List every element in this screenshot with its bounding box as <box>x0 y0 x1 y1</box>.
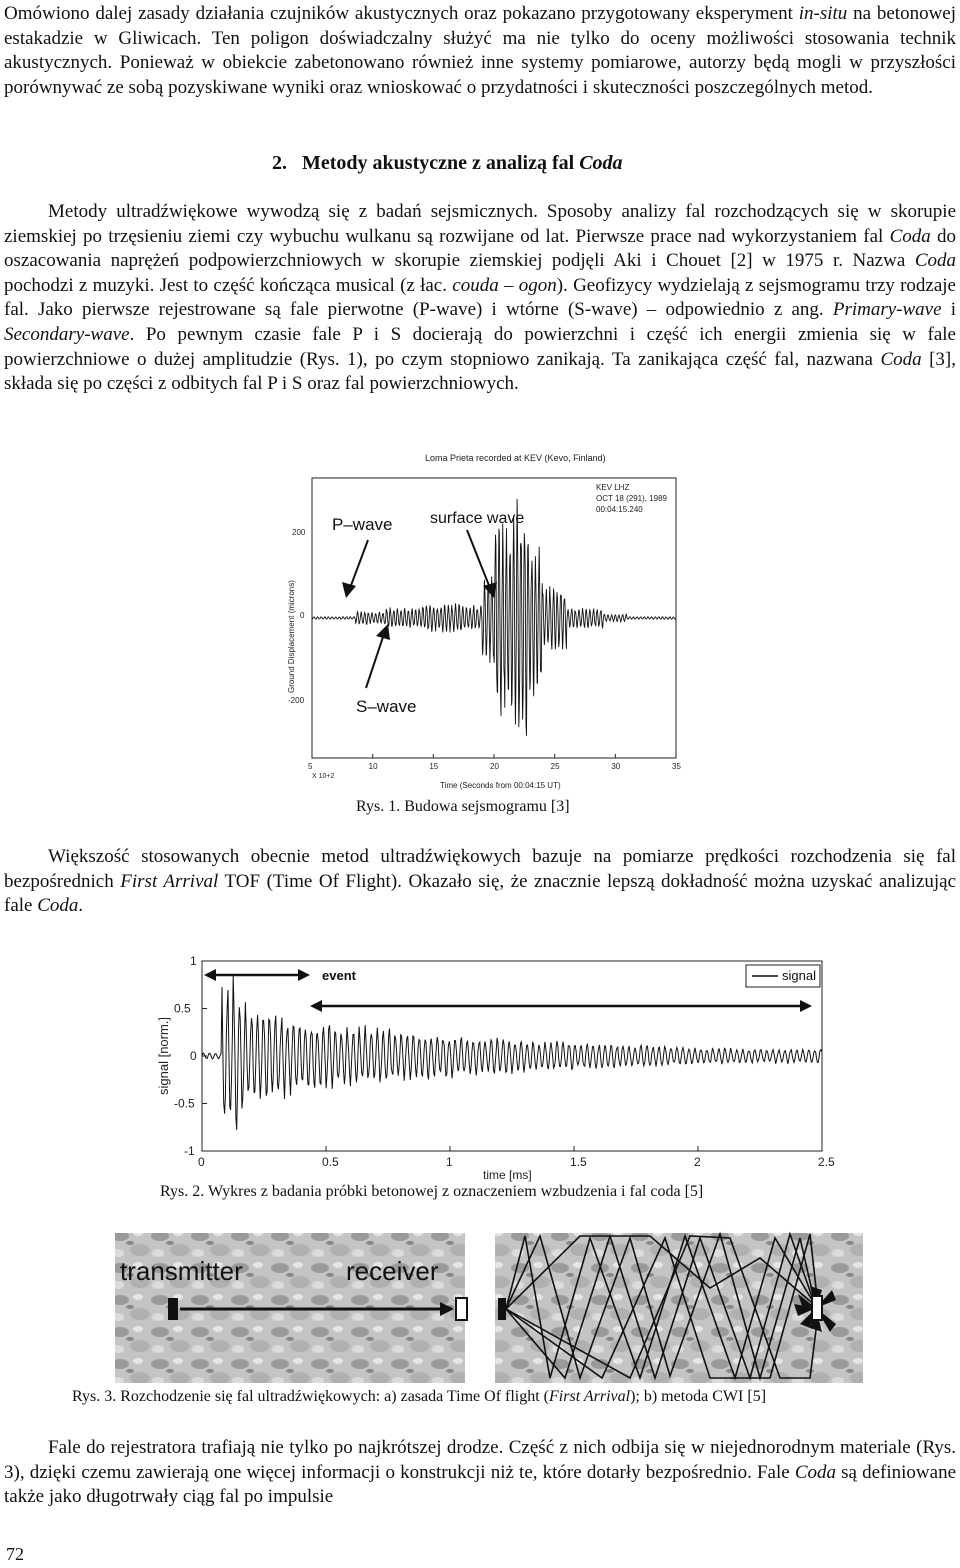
label-s-wave: S–wave <box>356 697 417 716</box>
xtick-label: 10 <box>368 762 378 771</box>
seismogram-xscale: X 10+2 <box>312 773 335 780</box>
receiver-element <box>456 1298 467 1320</box>
xtick-label: 15 <box>429 762 439 771</box>
ytick-0: 0 <box>300 611 305 620</box>
xtick-label: 1 <box>446 1155 453 1169</box>
italic-text: Primary-wave <box>832 299 942 321</box>
xtick-label: 2 <box>694 1155 701 1169</box>
text-run: . Po pewnym czasie fale P i S docierają do powierzchni i część ich energii zmienia się w fale powierzchniowe o dużej amplitudzie (Rys. 1), po czym stopniowo zanikają. Ta zanikająca część fal, nazwana <box>4 323 956 370</box>
xtick-label: 0 <box>198 1155 205 1169</box>
ytick-label: 1 <box>190 955 197 968</box>
italic-text: Coda <box>37 895 79 917</box>
station-line-3: 00:04:15.240 <box>596 505 643 514</box>
text-run: i <box>941 299 957 321</box>
italic-text: Coda <box>880 348 922 370</box>
text-run: [3], składa się po części z odbitych fal P i S oraz fal powierzchniowych. <box>4 348 956 395</box>
text-run: są definiowane także jako długotrwały ciąg fal po impulsie <box>4 1461 957 1508</box>
ytick-200: 200 <box>292 528 306 537</box>
signal-plot-xlabel: time [ms] <box>483 1168 532 1182</box>
text-run: Fale do rejestratora trafiają nie tylko po najkrótszej drodze. Część z nich odbija się w niejednorodnym materiale (Rys. 3), dzięki czemu zawierają one więcej informacji o konstrukcji niż te, które dotarły bezpośrednio. Fale <box>4 1437 956 1483</box>
italic-text: Coda <box>889 225 931 247</box>
xtick-label: 35 <box>672 762 681 771</box>
panel-coda-wave-interferometry <box>495 1233 863 1383</box>
cwi-receiver-element <box>812 1296 822 1320</box>
arrow-s-wave <box>366 624 390 688</box>
caption-figure-2: Rys. 2. Wykres z badania próbki betonowej z oznaczeniem wzbudzenia i fal coda [5] <box>160 1183 704 1200</box>
arrow-p-wave <box>342 540 368 598</box>
seismogram-station-info <box>596 483 668 514</box>
figure-signal-plot <box>150 955 840 1183</box>
text-run: Omówiono dalej zasady działania czujników akustycznych oraz pokazano przygotowany eksperyment <box>4 3 799 24</box>
transmitter-element <box>168 1298 178 1320</box>
caption-figure-3 <box>72 1388 766 1406</box>
text-run: ). Geofizycy wydzielają z sejsmogramu trzy rodzaje fal. Jako pierwsze rejestrowane są fale pierwotne (P-wave) i wtórne (S-wave) – odpowiednio z ang. <box>4 274 956 321</box>
figure-wave-propagation <box>110 1228 865 1388</box>
section-number: 2. <box>272 152 287 174</box>
section-title: Metody akustyczne z analizą fal <box>302 152 580 174</box>
italic-text: First Arrival <box>120 870 219 892</box>
section-heading <box>272 152 623 175</box>
paragraph-coda-history <box>4 200 956 397</box>
italic-text: Coda <box>914 250 956 272</box>
seismogram-xticks <box>308 754 681 771</box>
xtick-label: 2.5 <box>818 1155 835 1169</box>
cwi-transmitter-element <box>498 1298 506 1320</box>
receiver-label: receiver <box>346 1256 439 1286</box>
italic-text: Secondary-wave <box>4 323 130 345</box>
signal-plot-xticks <box>198 1146 835 1169</box>
italic-text: couda – ogon <box>452 274 557 296</box>
ytick-label: -1 <box>184 1144 195 1158</box>
signal-plot-ylabel: signal [norm.] <box>156 1016 171 1095</box>
xtick-label: 5 <box>308 762 313 771</box>
seismogram-xlabel: Time (Seconds from 00:04:15 UT) <box>440 781 561 790</box>
text-run: ); b) metoda CWI [5] <box>630 1388 767 1405</box>
ytick-label: 0 <box>190 1049 197 1063</box>
italic-text: First Arrival <box>549 1388 631 1405</box>
text-run: na betonowej estakadzie w Gliwicach. Ten poligon doświadczalny służyć ma nie tylko do oceny możliwości stosowania technik akustycznych. Ponieważ w obiekcie zabetonowano również inne systemy pomiarowe, autorzy będą mogli w przyszłości porównywać ze sobą pozyskiwane wyniki oraz wnioskować o przydatności i skuteczności poszczególnych metod. <box>4 3 956 98</box>
station-line-1: KEV LHZ <box>596 483 630 492</box>
event-label: event <box>322 968 356 983</box>
ytick-label: -0.5 <box>174 1096 195 1111</box>
text-run: Rys. 3. Rozchodzenie się fal ultradźwiękowych: a) zasada Time Of flight ( <box>72 1388 550 1405</box>
text-run: do oszacowania naprężeń podpowierzchniowych w skorupie ziemskiej podjęli Aki i Chouet [2] w 1975 r. Nazwa <box>4 225 956 272</box>
panel-time-of-flight <box>115 1233 467 1383</box>
text-run: . <box>78 895 84 917</box>
text-run: Metody ultradźwiękowe wywodzą się z badań sejsmicznych. Sposoby analizy fal rozchodzących się w skorupie ziemskiej po trzęsieniu ziemi czy wybuchu wulkanu są rozwijane od lat. Pierwsze prace nad wykorzystaniem fal <box>4 201 956 247</box>
text-run: TOF (Time Of Flight). Okazało się, że znacznie lepszą dokładność można uzyskać analizując fale <box>4 870 956 917</box>
arrow-surface-wave <box>467 530 497 598</box>
section-title-italic: Coda <box>579 152 623 174</box>
ytick-minus200: -200 <box>288 696 305 705</box>
italic-text: Coda <box>794 1461 836 1483</box>
ytick-label: 0.5 <box>174 1001 191 1016</box>
text-run: pochodzi z muzyki. Jest to część kończąca musical (z łac. <box>4 274 453 296</box>
xtick-label: 20 <box>490 762 499 771</box>
label-surface-wave: surface wave <box>430 510 525 527</box>
paragraph-reflections <box>4 1436 956 1510</box>
page-number: 72 <box>6 1544 24 1564</box>
italic-text: in-situ <box>798 3 848 24</box>
legend-label: signal <box>782 968 816 983</box>
event-marker <box>204 968 357 983</box>
station-line-2: OCT 18 (291), 1989 <box>596 494 668 503</box>
transmitter-label: transmitter <box>120 1256 243 1286</box>
xtick-label: 0.5 <box>322 1155 339 1169</box>
caption-figure-1: Rys. 1. Budowa sejsmogramu [3] <box>356 798 570 815</box>
signal-legend <box>746 965 820 987</box>
xtick-label: 1.5 <box>570 1155 587 1169</box>
paragraph-first-arrival <box>4 845 956 919</box>
label-p-wave: P–wave <box>332 515 393 534</box>
seismogram-title: Loma Prieta recorded at KEV (Kevo, Finland) <box>425 453 606 463</box>
coda-marker <box>310 1000 812 1012</box>
seismogram-ylabel: Ground Displacement (microns) <box>287 580 296 693</box>
text-run: Większość stosowanych obecnie metod ultradźwiękowych bazuje na pomiarze prędkości rozchodzenia się fal bezpośrednich <box>4 846 956 892</box>
figure-seismogram <box>270 448 690 796</box>
xtick-label: 25 <box>550 762 560 771</box>
paragraph-intro <box>4 2 956 100</box>
signal-trace <box>202 975 822 1130</box>
xtick-label: 30 <box>611 762 621 771</box>
